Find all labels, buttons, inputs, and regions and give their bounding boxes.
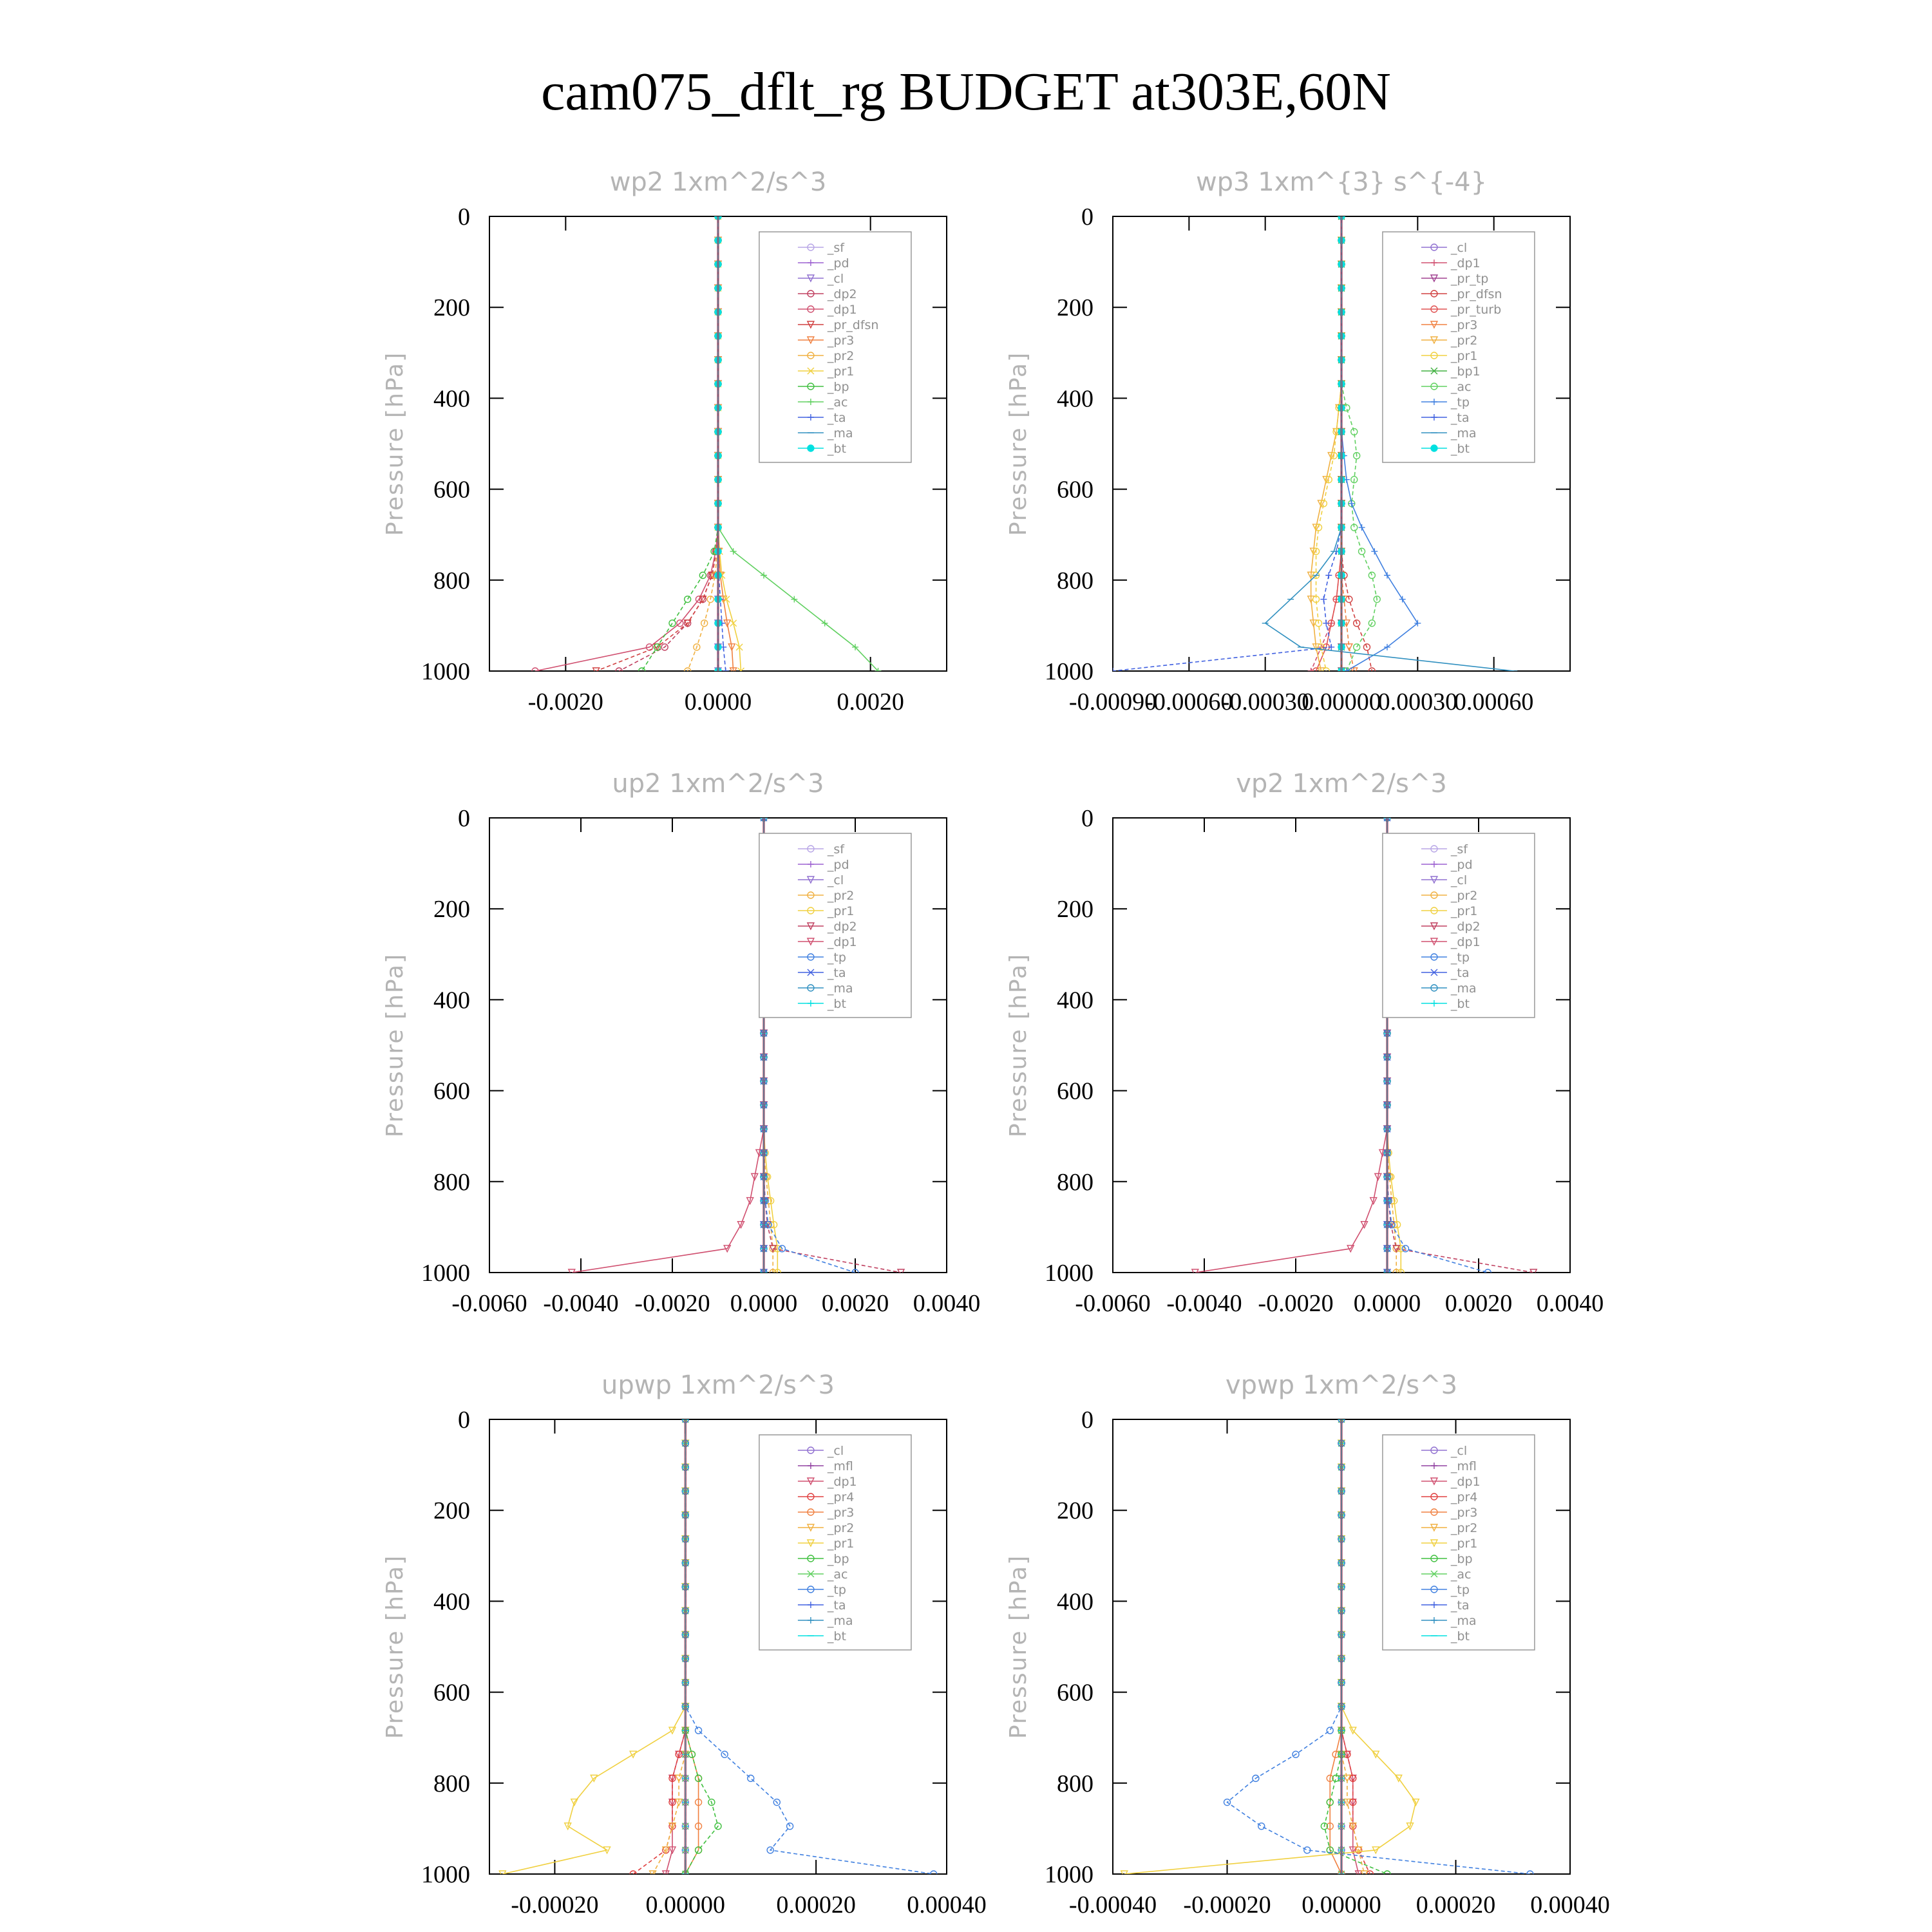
data-point [1399,596,1406,603]
x-tick-label: -0.0020 [1258,1290,1334,1317]
panel-3 [382,769,980,1317]
legend-label: _bt [827,997,846,1011]
legend-label: _bt [1450,997,1470,1011]
legend-label: _pr_dfsn [827,318,879,332]
legend-marker [808,445,814,451]
legend-label: _ac [827,1567,848,1582]
panel-title: wp3 1xm^{3} s^{-4} [1195,167,1488,197]
x-tick-label: -0.00020 [1183,1891,1271,1918]
series-line-bp [1324,1419,1387,1874]
y-tick-label: 0 [458,805,470,832]
legend-label: _ta [1450,966,1470,980]
legend-label: _bp [827,380,849,394]
legend-label: _tp [1450,1583,1470,1597]
y-tick-label: 600 [433,1077,470,1105]
data-point [723,668,729,674]
legend-label: _pr2 [827,889,855,903]
legend-label: _bt [827,1629,846,1643]
y-tick-label: 600 [1057,1679,1094,1707]
x-tick-label: -0.0020 [527,688,603,715]
panels [382,167,1610,1918]
series-line-dp1 [535,216,718,671]
legend-label: _pr_dfsn [1450,287,1502,301]
y-tick-label: 600 [433,476,470,504]
x-tick-label: -0.0040 [1166,1290,1242,1317]
legend-label: _bp [827,1552,849,1566]
legend-label: _pr4 [827,1490,855,1504]
series-line-pr1 [1124,1419,1416,1874]
y-tick-label: 0 [1081,1406,1094,1434]
legend-label: _pr2 [1450,334,1478,348]
legend-label: _sf [827,842,844,857]
y-tick-label: 0 [1081,805,1094,832]
x-tick-label: -0.0020 [634,1290,710,1317]
legend-label: _pr3 [827,334,855,348]
y-tick-label: 800 [1057,1770,1094,1797]
y-tick-label: 0 [458,204,470,231]
y-tick-label: 200 [433,1497,470,1525]
x-tick-label: 0.00040 [907,1891,987,1918]
y-axis-label: Pressure [hPa] [382,1554,408,1739]
legend-label: _bt [1450,1629,1470,1643]
y-tick-label: 800 [1057,1168,1094,1196]
legend [1383,1435,1535,1650]
legend-label: _pr1 [1450,349,1478,363]
series-line-pr2 [653,1419,686,1874]
panel-title: up2 1xm^2/s^3 [612,769,824,799]
legend-label: _bt [827,442,846,456]
legend-label: _pd [827,858,849,872]
legend-label: _ta [1450,411,1470,425]
legend-label: _pr1 [827,365,855,379]
y-tick-label: 400 [433,385,470,413]
legend-label: _dp2 [827,920,857,934]
data-point [1110,668,1116,674]
legend-label: _pr4 [1450,1490,1478,1504]
legend-label: _cl [827,873,844,887]
y-axis-label: Pressure [hPa] [382,351,408,536]
figure-title: cam075_dflt_rg BUDGET at303E,60N [541,62,1391,122]
y-tick-label: 200 [1057,294,1094,322]
series-line-bp [685,1419,718,1874]
legend-label: _pr3 [827,1506,855,1520]
y-tick-label: 400 [1057,987,1094,1014]
x-tick-label: 0.0040 [913,1290,981,1317]
data-point [669,620,676,627]
series-line-bp [642,216,718,671]
y-tick-label: 0 [458,1406,470,1434]
legend-label: _bt [1450,442,1470,456]
series-line-ac [1341,216,1377,671]
x-tick-label: -0.0060 [451,1290,527,1317]
legend-label: _pr1 [1450,1537,1478,1551]
y-axis-label: Pressure [hPa] [1005,952,1032,1138]
panel-title: wp2 1xm^2/s^3 [609,167,827,197]
data-point [1320,596,1327,603]
y-tick-label: 200 [1057,1497,1094,1525]
legend-label: _cl [1450,241,1468,255]
x-tick-label: -0.00060 [1145,688,1233,715]
series-line-ta [1113,216,1341,671]
legend-label: _pr3 [1450,1506,1478,1520]
x-tick-label: 0.00000 [1302,688,1381,715]
legend-label: _mfl [827,1459,853,1473]
data-point [1327,1727,1333,1734]
legend [759,1435,911,1650]
y-tick-label: 400 [433,1588,470,1616]
y-tick-label: 1000 [1045,1260,1094,1287]
legend-label: _dp1 [827,1475,857,1489]
y-tick-label: 1000 [1045,1861,1094,1888]
legend-label: _dp1 [827,935,857,949]
legend-label: _ma [1450,1614,1477,1628]
legend-label: _pr2 [1450,1521,1478,1535]
legend-label: _dp1 [1450,1475,1481,1489]
legend-label: _tp [1450,395,1470,410]
x-tick-label: 0.0000 [730,1290,798,1317]
data-point [1371,548,1378,554]
panel-5 [382,1370,987,1918]
legend-label: _cl [827,272,844,286]
x-tick-label: -0.00030 [1221,688,1309,715]
legend-label: _tp [1450,951,1470,965]
x-tick-label: 0.0040 [1536,1290,1604,1317]
y-axis-label: Pressure [hPa] [382,952,408,1138]
y-tick-label: 600 [1057,476,1094,504]
legend-label: _ma [1450,981,1477,996]
series-line-pr_dfsn [1341,216,1372,671]
panel-2 [1005,167,1570,715]
y-tick-label: 600 [433,1679,470,1707]
legend-label: _cl [827,1444,844,1458]
legend-label: _ta [827,1598,846,1613]
legend-label: _sf [827,241,844,255]
y-tick-label: 0 [1081,204,1094,231]
x-tick-label: -0.00090 [1068,688,1157,715]
series-line-dp1 [1195,818,1387,1273]
legend-label: _cl [1450,1444,1468,1458]
data-point [748,1775,754,1781]
legend-label: _bp [1450,1552,1473,1566]
x-tick-label: -0.00020 [511,1891,599,1918]
data-point [1258,1823,1265,1830]
x-tick-label: 0.00030 [1378,688,1458,715]
legend-label: _tp [827,951,846,965]
x-tick-label: 0.0020 [837,688,904,715]
y-tick-label: 800 [433,567,470,594]
y-tick-label: 600 [1057,1077,1094,1105]
legend [759,232,911,462]
legend-label: _ta [827,411,846,425]
data-point [1384,572,1390,578]
legend-label: _ac [1450,380,1472,394]
series-line-dp1 [572,818,764,1273]
x-tick-label: 0.0000 [1353,1290,1421,1317]
panel-title: upwp 1xm^2/s^3 [601,1370,835,1400]
y-tick-label: 1000 [421,1260,470,1287]
y-tick-label: 200 [433,896,470,923]
legend-label: _ma [1450,426,1477,440]
legend [1383,232,1535,462]
data-point [730,620,737,627]
legend-label: _pr_turb [1450,303,1502,317]
legend-label: _pr1 [1450,904,1478,918]
y-axis-label: Pressure [hPa] [1005,351,1032,536]
legend-label: _pr2 [827,1521,855,1535]
x-tick-label: 0.0020 [1444,1290,1513,1317]
data-point [1325,572,1332,578]
series-line-pr4 [1341,1419,1370,1874]
x-tick-label: -0.0040 [543,1290,619,1317]
legend-label: _ma [827,426,853,440]
legend-label: _dp1 [827,303,857,317]
x-tick-label: 0.0000 [684,688,752,715]
y-tick-label: 400 [433,987,470,1014]
legend-label: _bp1 [1450,365,1481,379]
legend-label: _pr1 [827,904,855,918]
legend-label: _dp1 [1450,935,1481,949]
panel-4 [1005,769,1604,1317]
x-tick-label: 0.00020 [1416,1891,1496,1918]
x-tick-label: -0.0060 [1075,1290,1151,1317]
y-tick-label: 200 [433,294,470,322]
legend-label: _ta [1450,1598,1470,1613]
legend-label: _pr_tp [1450,272,1489,286]
panel-title: vpwp 1xm^2/s^3 [1225,1370,1458,1400]
legend-label: _pd [827,256,849,270]
legend [759,833,911,1018]
legend-label: _pr2 [827,349,855,363]
panel-title: vp2 1xm^2/s^3 [1236,769,1447,799]
legend-label: _ma [827,1614,853,1628]
y-tick-label: 800 [433,1770,470,1797]
data-point [696,1727,702,1734]
legend-label: _pr3 [1450,318,1478,332]
y-tick-label: 800 [433,1168,470,1196]
legend-label: _ta [827,966,846,980]
data-point [676,1775,682,1781]
y-tick-label: 800 [1057,567,1094,594]
y-tick-label: 400 [1057,385,1094,413]
series-line-pr1 [502,1419,685,1874]
legend-label: _cl [1450,873,1468,887]
x-tick-label: 0.00060 [1454,688,1534,715]
legend-label: _ac [1450,1567,1472,1582]
x-tick-label: 0.00000 [645,1891,726,1918]
y-tick-label: 1000 [421,1861,470,1888]
legend [1383,833,1535,1018]
legend-marker [1431,445,1437,451]
x-tick-label: 0.00000 [1302,1891,1381,1918]
legend-label: _dp1 [1450,256,1481,270]
y-tick-label: 400 [1057,1588,1094,1616]
panel-1 [382,167,947,715]
x-tick-label: 0.00020 [776,1891,856,1918]
legend-label: _dp2 [1450,920,1481,934]
legend-label: _ac [827,395,848,410]
legend-label: _pr2 [1450,889,1478,903]
legend-label: _sf [1450,842,1468,857]
legend-label: _mfl [1450,1459,1477,1473]
y-tick-label: 1000 [1045,658,1094,685]
legend-label: _pd [1450,858,1473,872]
legend-label: _ma [827,981,853,996]
data-point [1359,524,1365,531]
panel-6 [1005,1370,1610,1918]
y-tick-label: 1000 [421,658,470,685]
legend-label: _dp2 [827,287,857,301]
x-tick-label: -0.00040 [1068,1891,1157,1918]
legend-label: _pr1 [827,1537,855,1551]
x-tick-label: 0.00040 [1530,1891,1610,1918]
legend-label: _tp [827,1583,846,1597]
y-tick-label: 200 [1057,896,1094,923]
x-tick-label: 0.0020 [821,1290,889,1317]
y-axis-label: Pressure [hPa] [1005,1554,1032,1739]
